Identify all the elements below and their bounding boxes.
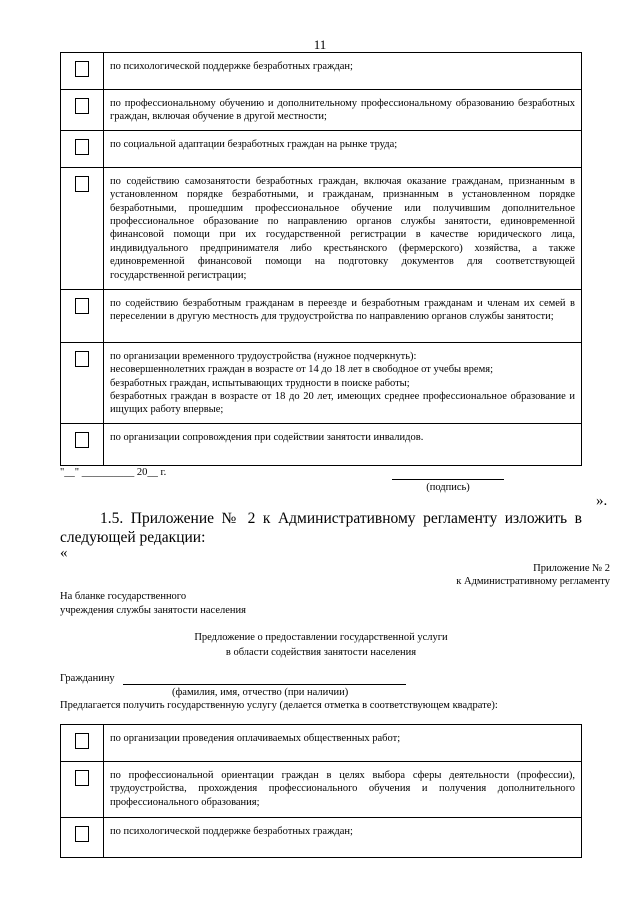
checkbox-cell: [61, 762, 104, 818]
checkbox[interactable]: [75, 176, 89, 192]
option-text: [104, 289, 582, 342]
table-row: [61, 342, 582, 423]
checkbox[interactable]: [75, 770, 89, 786]
citizen-name-line[interactable]: [123, 684, 406, 685]
checkbox-cell: [61, 167, 104, 289]
appendix-title-line1: Приложение № 2: [533, 563, 610, 574]
table-row: [61, 289, 582, 342]
checkbox-cell: [61, 818, 104, 858]
table-row: [61, 818, 582, 858]
checkbox-cell: [61, 130, 104, 167]
option-line: по профессиональному обучению и дополнительному профессиональному образованию безработных граждан, включая обучение в другой местности;: [110, 98, 575, 123]
option-text: [104, 342, 582, 423]
checkbox[interactable]: [75, 298, 89, 314]
option-text: [104, 130, 582, 167]
option-line: безработных граждан, испытывающих трудности в поиске работы;: [110, 377, 410, 389]
checkbox[interactable]: [75, 826, 89, 842]
letterhead-line2: учреждения службы занятости населения: [60, 605, 246, 616]
option-text: [104, 762, 582, 818]
checkbox[interactable]: [75, 351, 89, 367]
option-line: по организации проведения оплачиваемых общественных работ;: [110, 733, 401, 744]
citizen-label: Гражданину: [60, 673, 115, 684]
checkbox[interactable]: [75, 139, 89, 155]
closing-quote: ».: [596, 493, 608, 509]
option-text: [104, 423, 582, 465]
option-line: по организации сопровождения при содействии занятости инвалидов.: [110, 431, 424, 443]
checkbox-cell: [61, 423, 104, 465]
heading-line1: Предложение о предоставлении государственной услуги: [194, 632, 448, 643]
appendix-title: [456, 563, 610, 587]
option-line: безработных граждан в возрасте от 18 до 20 лет, имеющих среднее профессиональное образование и ищущих работу впервые;: [110, 391, 575, 416]
letterhead-line1: На бланке государственного: [60, 591, 187, 602]
option-line: по содействию самозанятости безработных граждан, включая оказание гражданам, признанным в установленном порядке безработными, и гражданам, признанным в установленном порядке безработными, прошедшим профессиональное обучение или получившим дополнительное профессиональное образование по направлению органов службы занятости, единовременной финансовой помощи при их государственной регистрации в качестве юридического лица, индивидуального предпринимателя либо крестьянского (фермерского) хозяйства, а также единовременной финансовой помощи на подготовку документов для соответствующей государственной регистрации;: [110, 175, 575, 281]
checkbox-cell: [61, 342, 104, 423]
option-text: [104, 167, 582, 289]
option-line: по социальной адаптации безработных граждан на рынке труда;: [110, 138, 398, 150]
services-table-bottom: [60, 724, 582, 858]
table-row: [61, 167, 582, 289]
checkbox[interactable]: [75, 61, 89, 77]
table-row: [61, 762, 582, 818]
option-text: [104, 818, 582, 858]
offer-text: Предлагается получить государственную услугу (делается отметка в соответствующем квадрате):: [60, 700, 498, 711]
document-heading: [60, 631, 582, 660]
appendix-title-line2: к Административному регламенту: [456, 576, 610, 587]
table-row: [61, 130, 582, 167]
table-row: [61, 725, 582, 762]
checkbox-cell: [61, 53, 104, 90]
checkbox-cell: [61, 90, 104, 131]
checkbox[interactable]: [75, 733, 89, 749]
option-text: [104, 725, 582, 762]
paragraph-1-5: 1.5. Приложение № 2 к Административному регламенту изложить в следующей редакции:: [60, 510, 582, 546]
checkbox-cell: [61, 289, 104, 342]
services-table-top: [60, 52, 582, 466]
heading-line2: в области содействия занятости населения: [225, 646, 417, 658]
checkbox-cell: [61, 725, 104, 762]
table-row: [61, 90, 582, 131]
letterhead-note: [60, 590, 246, 618]
signature-caption: (подпись): [426, 482, 470, 493]
page-number: 11: [313, 37, 327, 52]
citizen-caption: (фамилия, имя, отчество (при наличии): [172, 687, 349, 698]
signature-line: [392, 479, 504, 480]
table-row: [61, 53, 582, 90]
option-line: по профессиональной ориентации граждан в целях выбора сферы деятельности (профессии), трудоустройства, прохождения профессионального обучения и получения дополнительного профессионального образования;: [110, 770, 575, 808]
option-text: [104, 53, 582, 90]
table-row: [61, 423, 582, 465]
date-line: "__" __________ 20__ г.: [60, 467, 167, 478]
option-line: по организации временного трудоустройства (нужное подчеркнуть):: [110, 350, 417, 362]
opening-quote: «: [60, 545, 68, 561]
option-line: по психологической поддержке безработных граждан;: [110, 826, 353, 837]
option-line: по психологической поддержке безработных граждан;: [110, 61, 353, 72]
option-text: [104, 90, 582, 131]
option-line: несовершеннолетних граждан в возрасте от 14 до 18 лет в свободное от учебы время;: [110, 364, 493, 376]
option-line: по содействию безработным гражданам в переезде и безработным гражданам и членам их семей в переселении в другую местность для трудоустройства по направлению органов службы занятости;: [110, 297, 575, 323]
checkbox[interactable]: [75, 98, 89, 114]
checkbox[interactable]: [75, 432, 89, 448]
